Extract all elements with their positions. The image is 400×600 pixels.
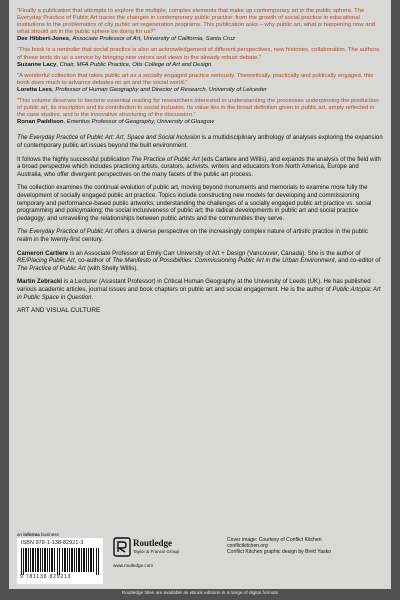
quote-author: Suzanne Lacy (17, 61, 57, 68)
blurb-text: is a multidisciplinary anthology of analyses exploring the expansion of contemporary public art issues beyond the built environment. (17, 134, 383, 149)
cover-panel (9, 0, 391, 589)
quote-author: Ronan Paddison (17, 119, 64, 126)
cover-image-credit: Cover image: Courtesy of Conflict Kitchen (227, 537, 322, 543)
bio-text: , and co-editor of (334, 257, 381, 265)
blurb-text: It follows the highly successful publication (17, 155, 132, 163)
barcode-icon (21, 548, 99, 575)
book-title: The Everyday Practice of Public Art: Art, Space and Social Inclusion (17, 134, 201, 142)
quote-1 (17, 8, 383, 43)
author-bio-cartiere (17, 250, 383, 273)
informa-text: an (17, 532, 24, 537)
ebook-notice: Routledge titles are available as eBook editions in a range of digital formats (121, 590, 279, 595)
quote-text: “Finally a publication that attempts to explore the multiple, complex elements that make up contemporary art in the public sphere. The Everyday Practice of Public Art traces the changes in contemporary public practice: from the growth of social practice in educational institutions to the problematics of city public art regeneration programs. This publication asks – why public art, what is happening now and what should art in the public sphere be doing for us?” (17, 8, 376, 36)
barcode-box (17, 538, 103, 584)
quote-attribution: Loretta Lees, Professor of Human Geography and Director of Research, University of Leicester (17, 86, 267, 93)
blurb-paragraph-4 (17, 228, 383, 243)
quote-author: Loretta Lees (17, 86, 53, 93)
publisher-group: Taylor & Francis Group (133, 549, 180, 554)
informa-tagline (17, 532, 59, 537)
quote-author-role: Professor of Human Geography and Director of Research, University of Leicester (55, 86, 267, 93)
informa-text: business (39, 532, 59, 537)
quote-author-role: Associate Professor of Art, University of California, Santa Cruz (72, 36, 236, 43)
subject-category: ART AND VISUAL CULTURE (17, 307, 101, 315)
book-title: The Practice of Public Art (131, 155, 200, 163)
bio-text: is a Lecturer (Assistant Professor) in Critical Human Geography at the University of Leeds (UK). He has published various academic articles, journal issues and book chapters on public art and social engagement. He is the author of (17, 278, 371, 293)
quote-text: “A wonderful collection that takes public art as a socially engaged practice seriously. Theoretically, practically and politically engaged, this book does much to advance debates on art and the social world.” (17, 72, 374, 86)
bio-text: (with Shelly Willis). (85, 264, 139, 272)
bio-text: , co-author of (74, 257, 113, 265)
quote-text: “This book is a reminder that social practice is also an acknowledgement of different perspectives, new histories, collaboration. The authors of these texts do us a service by bringing new voices and views to the already robust debate.” (17, 47, 380, 61)
book-title: Public Artopia: Art in Public Space in Question (17, 285, 381, 301)
quote-4 (17, 98, 383, 126)
quote-2 (17, 47, 383, 68)
author-bio-zebracki (17, 278, 383, 301)
bio-text: . (91, 293, 94, 301)
informa-wordmark: informa (23, 532, 40, 537)
publisher-name: Routledge (133, 538, 172, 548)
quote-attribution: Ronan Paddison, Emeritus Professor of Geography, University of Glasgow (17, 119, 214, 126)
blurb-paragraph-1 (17, 134, 383, 149)
isbn-number: ISBN 978-1-138-82921-3 (21, 540, 84, 546)
book-title: The Practice of Public Art (17, 264, 86, 272)
barcode-digits: 9 781138 829213 (20, 574, 72, 580)
blurb-text: offers a diverse perspective on the increasingly complex nature of artistic practice in the public realm in the twenty-first century. (17, 228, 368, 243)
quote-author-role: Chair, MFA Public Practice, Otis College of Art and Design (59, 61, 212, 68)
quote-attribution: Suzanne Lacy, Chair, MFA Public Practice, Otis College of Art and Design (17, 61, 212, 68)
book-title: The Everyday Practice of Public Art (17, 228, 113, 236)
quote-attribution: Dee Hibbert-Jones, Associate Professor of Art, University of California, Santa Cruz (17, 36, 236, 43)
cover-credits (227, 537, 387, 556)
quote-text: “This volume deserves to become essential reading for researchers interested in understanding the processes underpinning the production of public art, its inscription and its contribution to social inclusion. Its value lies in the broad definition given to public art, amply reflected in the case studies, and to the innovative structuring of the discussion.” (17, 98, 379, 119)
blurb-paragraph-2 (17, 156, 383, 179)
book-title: RE/Placing Public Art (17, 257, 75, 265)
text-column (17, 8, 383, 314)
author-name: Martin Zebracki (17, 278, 63, 286)
routledge-logo-icon (113, 537, 131, 557)
quote-author: Dee Hibbert-Jones (17, 36, 70, 43)
graphic-design-credit: Conflict Kitchen graphic design by Brett Yasko (227, 549, 332, 556)
quote-3 (17, 73, 383, 94)
credit-website: conflictkitchen.org (227, 543, 268, 550)
author-name: Cameron Cartiere (17, 249, 69, 257)
book-title: The Manifesto of Possibilities: Commissioning Public Art in the Urban Environment (112, 257, 335, 265)
bio-text: is an Associate Professor at Emily Carr University of Art + Design (Vancouver, Canada). She is the author of (68, 249, 361, 257)
blurb-paragraph-3: The collection examines the continual evolution of public art, moving beyond monuments and memorials to examine more fully the development of socially engaged public art practice. Topics include constructing new models for developing and commissioning temporary and performance-based public artworks; understanding the challenges of a socially engaged public art practice vs. social programming and policymaking; the social inclusiveness of public art; the radical developments in public art and social practice pedagogy; and unravelling the relationships between public artists and the communities they serve. (17, 184, 372, 222)
quote-author-role: Emeritus Professor of Geography, University of Glasgow (66, 119, 214, 126)
blurb-text: (eds Cartiere and Willis), and expands the analysis of the field with a broad perspective which includes practicing artists, curators, activists, writers and educators from North America, Europe and Australia, who offer divergent perspectives on the many facets of the public art process. (17, 155, 381, 178)
imprint-area (9, 415, 391, 589)
publisher-url[interactable]: www.routledge.com (113, 563, 154, 568)
